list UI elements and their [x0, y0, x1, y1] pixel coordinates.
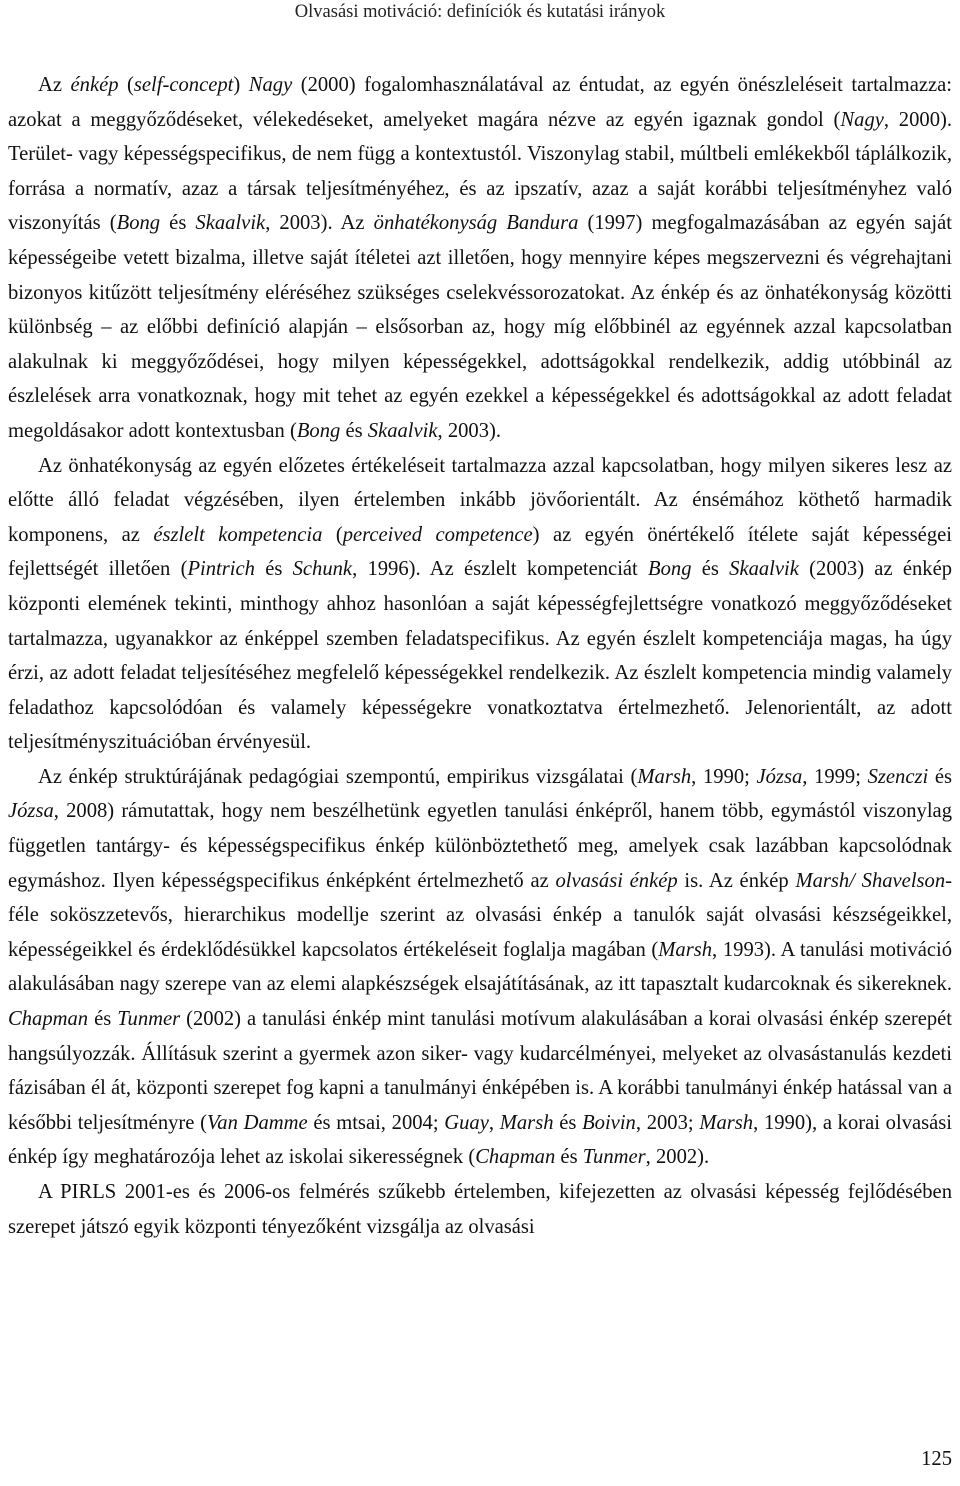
paragraph-4	[8, 1175, 952, 1244]
text-run: (2003) az énkép központi elemének tekinti, minthogy ahhoz hasonlóan a saját képességfejlettségre vonatkozó meggyőződéseket tartalmazza, ugyanakkor az énképpel szemben feladatspecifikus. Az egyén észlelt kompetenciája magas, ha úgy érzi, az adott feladat teljesítéséhez megfelelő képességekkel rendelkezik. Az észlelt kompetencia mindig valamely feladathoz kapcsolódóan és valamely képességekre vonatkoztatva értelmezhető. Jelenorientált, az adott teljesítményszituációban érvényesül.	[8, 558, 953, 754]
running-head: Olvasási motiváció: definíciók és kutatási irányok	[294, 2, 666, 22]
italic-text: Marsh	[699, 1111, 754, 1134]
text-run: és	[340, 419, 368, 442]
italic-text: énkép	[70, 74, 119, 96]
italic-text: Tunmer	[582, 1146, 646, 1169]
italic-text: Bong	[648, 558, 692, 581]
text-run: Az önhatékonyság az egyén előzetes értékeléseit tartalmazza azzal kapcsolatban, hogy milyen sikeres lesz az előtte álló feladat végzésében, ilyen értelemben inkább jövőorientált. Az énsémához köthető harmadik komponens, az	[8, 454, 952, 546]
text-run: és	[555, 1146, 583, 1169]
italic-text: Józsa	[8, 800, 54, 823]
italic-text: Marsh	[499, 1111, 554, 1134]
text-run: ) az egyén önértékelő ítélete saját képességei fejlettségét illetően (	[8, 523, 952, 581]
italic-text: Marsh/ Shavelson	[795, 869, 946, 892]
text-run: és mtsai, 2004;	[307, 1111, 445, 1134]
text-run: , 1993). A tanulási motiváció alakulásában nagy szerepe van az elemi alapkészségek elsajátításának, az itt tapasztalt kudarcoknak és sikereknek.	[8, 938, 953, 996]
text-run: Az	[38, 74, 71, 96]
text-run: A PIRLS 2001-es és 2006-os felmérés szűkebb értelemben, kifejezetten az olvasási képesség fejlődésében szerepet játszó egyik központi tényezőként vizsgálja az olvasási	[8, 1181, 952, 1238]
italic-text: Bong	[116, 212, 161, 235]
italic-text: Chapman	[475, 1146, 556, 1169]
text-run: Az énkép struktúrájának pedagógiai szempontú, empirikus vizsgálatai (	[38, 765, 638, 788]
text-run: , 2003). Az	[265, 212, 374, 235]
text-run: , 2003).	[437, 419, 502, 442]
italic-text: Guay	[444, 1111, 489, 1134]
text-run: (1997) megfogalmazásában az egyén saját képességeibe vetett bizalma, illetve saját ítéletei azt illetően, hogy mennyire képes megszervezni és végrehajtani bizonyos kitűzött teljesítmény eléréséhez szükséges cselekvéssorozatokat. Az énkép és az önhatékonyság közötti különbség – az előbbi definíció alapján – elsősorban az, hogy míg előbbinél az egyénnek azzal kapcsolatban alakulnak ki meggyőződései, hogy milyen képességekkel, adottságokkal rendelkezik, addig utóbbinál az észlelések arra vonatkoznak, hogy mit tehet az egyén ezekkel a képességekkel és adottságokkal az adott feladat megoldásakor adott kontextusban (	[8, 212, 953, 442]
text-run: (2000) fogalomhasználatával az éntudat, az egyén önészleléseit tartalmazza: azokat a meggyőződéseket, vélekedéseket, amelyeket magára nézve az egyén igaznak gondol (	[8, 74, 952, 131]
italic-text: Nagy	[248, 74, 293, 96]
text-run: és	[254, 558, 293, 581]
text-run: , 2008) rámutattak, hogy nem beszélhetünk egyetlen tanulási énképről, hanem több, egymástól viszonylag független tantárgy- és képességspecifikus énkép különböztethető meg, amelyek csak lazábban kapcsolódnak egymáshoz. Ilyen képességspecifikus énképként értelmezhető az	[8, 800, 952, 892]
italic-text: Nagy	[840, 108, 884, 131]
text-run: és	[691, 558, 730, 581]
text-run: (	[118, 74, 134, 96]
italic-text: Bong	[296, 419, 341, 442]
italic-text: Marsh	[637, 765, 692, 788]
italic-text: Schunk	[292, 558, 353, 581]
text-run: , 2003;	[635, 1111, 700, 1134]
body-text	[8, 68, 952, 1244]
italic-text: Skaalvik	[195, 212, 266, 235]
italic-text: észlelt kompetencia	[153, 523, 323, 546]
italic-text: Chapman	[8, 1008, 89, 1031]
text-run: , 2000). Terület- vagy képességspecifikus, de nem függ a kontextustól. Viszonylag stabil, múltbeli emlékekből táplálkozik, forrása a normatív, azaz a társak teljesítményéhez, és az ipszatív, azaz a saját korábbi teljesítményhez való viszonyítás (	[8, 108, 952, 235]
text-run: -féle soköszzetevős, hierarchikus modellje szerint az olvasási énkép a tanulók saját olvasási készségeikkel, képességeikkel és érdeklődésükkel kapcsolatos értékeléseit foglalja magában (	[8, 869, 953, 961]
paragraph-3	[8, 760, 952, 1175]
italic-text: Bandura	[506, 212, 579, 235]
text-run: és	[160, 212, 196, 235]
italic-text: Pintrich	[187, 558, 255, 581]
italic-text: perceived competence	[342, 523, 533, 546]
italic-text: olvasási énkép	[555, 869, 678, 892]
italic-text: Skaalvik	[729, 558, 799, 581]
text-run: és	[553, 1111, 583, 1134]
text-run: (2002) a tanulási énkép mint tanulási motívum alakulásában a korai olvasási énkép szerepét hangsúlyozzák. Állításuk szerint a gyermek azon siker- vagy kudarcélményei, melyeket az olvasástanulás kezdeti fázisában él át, központi szerepet fog kapni a tanulmányi énképében is. A korábbi tanulmányi énkép hatással van a későbbi teljesítményre (	[8, 1008, 953, 1134]
text-run: , 1990;	[691, 765, 757, 788]
text-run: , 2002).	[645, 1146, 710, 1169]
paragraph-1	[8, 68, 952, 449]
italic-text: Skaalvik	[367, 419, 438, 442]
text-run	[497, 212, 506, 234]
italic-text: Szenczi	[867, 765, 929, 788]
text-run: , 1990), a korai olvasási énkép így meghatározója lehet az iskolai sikerességnek (	[8, 1111, 953, 1169]
italic-text: Józsa	[756, 765, 803, 788]
text-run: is. Az énkép	[677, 869, 796, 892]
italic-text: Marsh	[658, 938, 713, 961]
text-run: ,	[488, 1111, 500, 1134]
italic-text: Van Damme	[206, 1111, 308, 1134]
italic-text: self-concept	[133, 74, 234, 96]
italic-text: önhatékonyság	[373, 212, 498, 235]
text-run: , 1996). Az észlelt kompetenciát	[352, 558, 649, 581]
text-run: (	[322, 523, 343, 546]
italic-text: Tunmer	[117, 1008, 181, 1031]
text-run: és	[928, 765, 953, 788]
text-run: )	[233, 74, 249, 96]
italic-text: Boivin	[582, 1111, 636, 1134]
paragraph-2	[8, 449, 952, 760]
text-run: és	[88, 1008, 118, 1031]
text-run: , 1999;	[802, 765, 868, 788]
page-number: 125	[921, 1448, 952, 1470]
